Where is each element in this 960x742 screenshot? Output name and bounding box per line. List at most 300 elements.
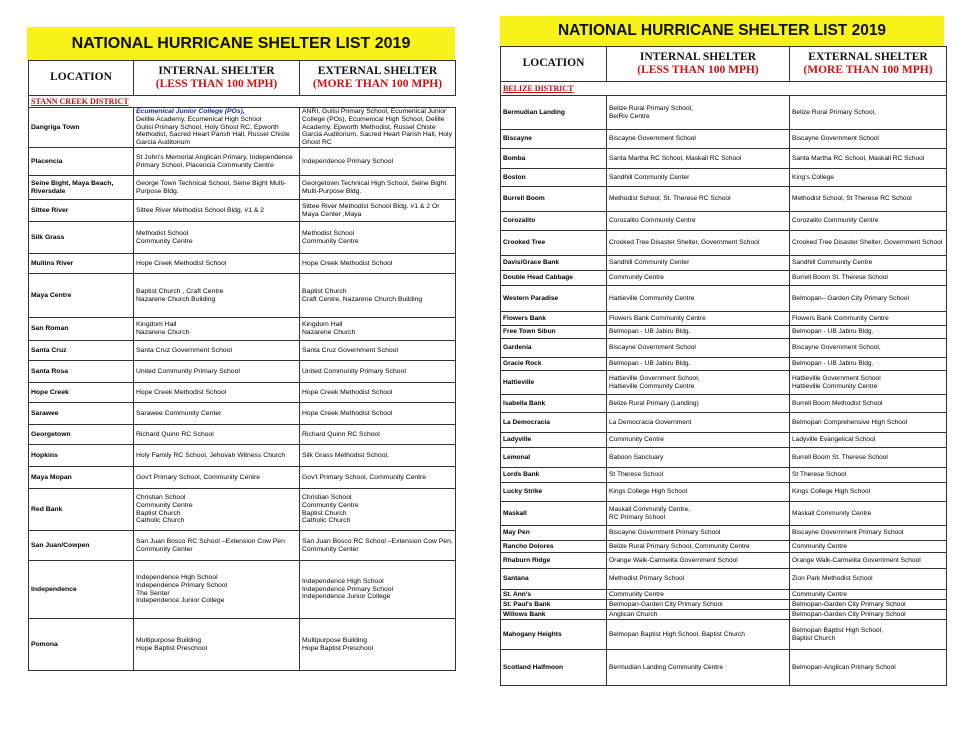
- shelter-name: Community Centre: [302, 237, 359, 245]
- external-shelter-cell: [300, 200, 456, 222]
- table-row: [29, 619, 456, 671]
- shelter-name: Ecumenical Junior College (POs),: [136, 108, 245, 115]
- internal-shelter-cell: [134, 361, 300, 383]
- external-shelter-cell: [300, 489, 456, 531]
- internal-shelter-cell: [134, 254, 300, 274]
- shelter-name: Hattieville Community Centre: [792, 382, 878, 390]
- external-shelter-cell: [790, 590, 947, 600]
- shelter-name: Independence Primary School: [302, 157, 394, 165]
- external-shelter-cell: [300, 467, 456, 489]
- shelter-name: Sittee River Methodist School Bldg. #1 & 2: [136, 206, 265, 214]
- shelter-name: Richard Quinn RC School: [136, 430, 214, 438]
- external-header: EXTERNAL SHELTER (MORE THAN 100 MPH): [300, 61, 456, 96]
- shelter-name: St Therese School: [609, 471, 664, 479]
- shelter-name: Belize Rural Primary (Landing): [609, 399, 699, 407]
- internal-shelter-cell: [134, 561, 300, 619]
- shelter-name: Catholic Church: [302, 517, 351, 525]
- location-cell: St. Paul's Bank: [501, 600, 607, 610]
- table-row: [29, 176, 456, 200]
- table-row: [501, 553, 947, 569]
- location-cell: Bermudian Landing: [501, 96, 607, 130]
- table-row: [29, 403, 456, 425]
- table-row: [29, 200, 456, 222]
- shelter-name: Santa Cruz Government School: [302, 346, 398, 354]
- location-cell: Scotland Halfmoon: [501, 650, 607, 686]
- table-row: [501, 371, 947, 395]
- shelter-name: Community Center: [136, 545, 193, 553]
- internal-shelter-cell: [607, 149, 790, 169]
- location-cell: Placencia: [29, 148, 134, 176]
- right-page-title: NATIONAL HURRICANE SHELTER LIST 2019: [500, 16, 944, 46]
- shelter-name: Baboon Sanctuary: [609, 453, 664, 461]
- shelter-name: Biscayne Government School,: [792, 344, 881, 352]
- shelter-name: Independence Junior College: [302, 593, 391, 601]
- shelter-name: Corozalito Community Centre: [609, 217, 696, 225]
- internal-shelter-cell: [134, 148, 300, 176]
- shelter-name: Belmopan Baptist High School, Baptist Church: [609, 630, 745, 638]
- external-shelter-cell: [790, 433, 947, 448]
- shelter-name: Biscayne Government School: [609, 344, 696, 352]
- internal-shelter-cell: [134, 489, 300, 531]
- internal-shelter-cell: [134, 425, 300, 445]
- internal-shelter-cell: [607, 371, 790, 395]
- external-shelter-cell: [300, 531, 456, 561]
- external-shelter-cell: [790, 541, 947, 553]
- shelter-name: Community Centre: [136, 501, 193, 509]
- location-cell: Rancho Dolores: [501, 541, 607, 553]
- location-cell: Maskall: [501, 502, 607, 526]
- location-cell: La Democracia: [501, 413, 607, 433]
- district-label: STANN CREEK DISTRICT: [29, 96, 456, 108]
- table-row: [29, 274, 456, 318]
- external-shelter-cell: [790, 339, 947, 358]
- location-cell: Santa Cruz: [29, 341, 134, 361]
- internal-shelter-cell: [607, 286, 790, 312]
- shelter-name: Belmopan - UB Jabiru Bldg.: [609, 328, 691, 336]
- location-cell: Maya Mopan: [29, 467, 134, 489]
- shelter-name: Sandhill Community Centre: [792, 259, 873, 267]
- internal-shelter-cell: [607, 590, 790, 600]
- location-cell: Independence: [29, 561, 134, 619]
- external-shelter-cell: [300, 148, 456, 176]
- internal-shelter-cell: [607, 312, 790, 326]
- table-row: [29, 108, 456, 148]
- shelter-name: Biscayne Government School: [792, 135, 879, 143]
- location-cell: Lemonal: [501, 448, 607, 468]
- internal-shelter-cell: [607, 553, 790, 569]
- shelter-name: Nazarene Church Building: [136, 295, 216, 303]
- shelter-name: Flowers Bank Community Centre: [792, 314, 889, 322]
- location-cell: Hopkins: [29, 445, 134, 467]
- table-row: [501, 256, 947, 271]
- location-cell: Double Head Cabbage: [501, 271, 607, 286]
- internal-shelter-cell: [134, 222, 300, 254]
- shelter-name: Sandhill Community Center: [609, 173, 690, 181]
- location-cell: Santana: [501, 569, 607, 590]
- shelter-name: Hope Creek Methodist School: [136, 388, 227, 396]
- internal-shelter-cell: [607, 256, 790, 271]
- shelter-name: Belmopan-Garden City Primary School: [609, 600, 723, 608]
- location-header: LOCATION: [501, 47, 607, 82]
- shelter-name: Community Centre: [609, 590, 664, 598]
- external-shelter-cell: [790, 413, 947, 433]
- internal-shelter-cell: [607, 502, 790, 526]
- table-row: [501, 569, 947, 590]
- shelter-name: Delille Academy, Ecumenical High School: [136, 115, 262, 123]
- shelter-name: Belmopan Baptist High School,: [792, 626, 883, 634]
- shelter-name: Belmopan - UB Jabiru Bldg.: [609, 360, 691, 368]
- shelter-name: Belmopan-Anglican Primary School: [792, 663, 896, 671]
- external-shelter-cell: [300, 108, 456, 148]
- external-shelter-cell: [790, 483, 947, 502]
- external-shelter-cell: [300, 561, 456, 619]
- shelter-name: Community Centre: [136, 237, 193, 245]
- table-row: [501, 149, 947, 169]
- shelter-name: Baptist Church: [136, 509, 181, 517]
- external-shelter-cell: [300, 222, 456, 254]
- shelter-name: San Juan Bosco RC School –Extension Cow Pen, Community Center: [302, 537, 453, 553]
- internal-shelter-cell: [607, 187, 790, 212]
- location-cell: Crooked Tree: [501, 231, 607, 256]
- external-shelter-cell: [300, 318, 456, 341]
- shelter-name: Hope Creek Methodist School: [302, 409, 393, 417]
- shelter-name: ANRI, Gulisi Primary School, Ecumenical Junior College (POs), Ecumenical High School, Delille Academy, Epworth Methodist, Russel Chiste Garcia Auditorium, Sacred Heart Parish Hall, Holy Ghost RC: [302, 108, 452, 147]
- external-shelter-cell: [790, 256, 947, 271]
- shelter-name: Community Centre: [302, 501, 359, 509]
- table-row: [29, 561, 456, 619]
- external-shelter-cell: [790, 448, 947, 468]
- table-row: [501, 271, 947, 286]
- table-row: [501, 130, 947, 149]
- internal-shelter-cell: [134, 200, 300, 222]
- shelter-name: Methodist School, St Therese RC School: [792, 195, 912, 203]
- shelter-name: Maskall Community Centre: [792, 509, 872, 517]
- shelter-name: Belmopan Comprehensive High School: [792, 418, 908, 426]
- internal-shelter-cell: [607, 358, 790, 371]
- external-shelter-cell: [300, 619, 456, 671]
- shelter-name: Methodist Primary School: [609, 575, 685, 583]
- external-shelter-cell: [790, 610, 947, 620]
- internal-shelter-cell: [607, 339, 790, 358]
- shelter-name: Crooked Tree Disaster Shelter, Government School: [792, 239, 943, 247]
- external-shelter-cell: [790, 502, 947, 526]
- location-cell: Bomba: [501, 149, 607, 169]
- internal-shelter-cell: [134, 531, 300, 561]
- shelter-name: Nazarene Church: [136, 329, 190, 337]
- external-shelter-cell: [790, 358, 947, 371]
- shelter-name: Hattieville Community Centre: [609, 382, 695, 390]
- external-shelter-cell: [790, 620, 947, 650]
- internal-shelter-cell: [134, 176, 300, 200]
- location-cell: San Roman: [29, 318, 134, 341]
- shelter-name: King's College: [792, 173, 834, 181]
- shelter-name: Independence Junior College: [136, 597, 225, 605]
- shelter-name: Gov't Primary School, Community Centre: [136, 473, 261, 481]
- internal-shelter-cell: [607, 130, 790, 149]
- shelter-name: Community Centre: [609, 436, 664, 444]
- external-shelter-cell: [790, 286, 947, 312]
- shelter-name: Independence High School: [136, 573, 218, 581]
- shelter-name: Baptist Church: [792, 634, 836, 642]
- table-row: [29, 467, 456, 489]
- external-shelter-cell: [300, 403, 456, 425]
- shelter-name: Community Centre: [792, 542, 847, 550]
- shelter-name: Community Centre: [609, 274, 664, 282]
- internal-shelter-cell: [134, 467, 300, 489]
- shelter-name: Zion Park Methodist School: [792, 575, 873, 583]
- shelter-name: United Community Primary School: [136, 367, 240, 375]
- location-cell: Gardenia: [501, 339, 607, 358]
- shelter-name: Independence Primary School: [302, 585, 394, 593]
- table-row: [501, 590, 947, 600]
- shelter-name: Baptist Church: [302, 287, 347, 295]
- shelter-name: Holy Family RC School, Jehovah Witness Church: [136, 451, 286, 459]
- table-row: [501, 620, 947, 650]
- table-row: [501, 650, 947, 686]
- table-row: [501, 468, 947, 483]
- external-shelter-cell: [790, 600, 947, 610]
- shelter-name: Belmopan - UB Jabiru Bldg.: [792, 360, 874, 368]
- shelter-name: Baptist Church: [302, 509, 347, 517]
- location-cell: Western Paradise: [501, 286, 607, 312]
- table-row: [29, 341, 456, 361]
- shelter-name: Gov't Primary School, Community Centre: [302, 473, 427, 481]
- shelter-name: Catholic Church: [136, 517, 185, 525]
- shelter-name: Methodist School, St. Therese RC School: [609, 195, 731, 203]
- internal-shelter-cell: [607, 212, 790, 231]
- internal-shelter-cell: [607, 448, 790, 468]
- shelter-name: Hope Creek Methodist School: [136, 259, 227, 267]
- table-row: [501, 600, 947, 610]
- shelter-name: Belmopan– Garden City Primary School: [792, 294, 909, 302]
- location-cell: Corozalito: [501, 212, 607, 231]
- table-row: [29, 318, 456, 341]
- shelter-name: Georgetown Technical High School, Seine Bight Multi-Purpose Bldg.: [302, 179, 447, 195]
- shelter-name: Hattieville Community Centre: [609, 294, 695, 302]
- table-row: [29, 222, 456, 254]
- table-row: [501, 610, 947, 620]
- location-cell: Santa Rosa: [29, 361, 134, 383]
- external-shelter-cell: [790, 149, 947, 169]
- external-shelter-cell: [790, 371, 947, 395]
- district-row: [501, 82, 947, 96]
- internal-shelter-cell: [607, 620, 790, 650]
- internal-shelter-cell: [607, 526, 790, 541]
- shelter-name: Independence Primary School: [136, 581, 228, 589]
- header-row: [29, 61, 456, 96]
- external-shelter-cell: [790, 553, 947, 569]
- external-shelter-cell: [300, 383, 456, 403]
- internal-shelter-cell: [607, 231, 790, 256]
- external-shelter-cell: [790, 650, 947, 686]
- internal-shelter-cell: [134, 403, 300, 425]
- table-row: [29, 489, 456, 531]
- table-row: [501, 339, 947, 358]
- external-shelter-cell: [300, 361, 456, 383]
- table-row: [501, 312, 947, 326]
- external-shelter-cell: [790, 96, 947, 130]
- shelter-name: Independence High School: [302, 577, 384, 585]
- shelter-name: Hattieville Government School,: [609, 374, 700, 382]
- table-row: [501, 433, 947, 448]
- external-shelter-cell: [300, 425, 456, 445]
- internal-shelter-cell: [134, 108, 300, 148]
- shelter-name: RC Primary School: [609, 513, 666, 521]
- internal-shelter-cell: [607, 541, 790, 553]
- external-header: EXTERNAL SHELTER (MORE THAN 100 MPH): [790, 47, 947, 82]
- shelter-name: Belmopan-Garden City Primary School: [792, 600, 906, 608]
- table-row: [501, 526, 947, 541]
- location-cell: Dangriga Town: [29, 108, 134, 148]
- shelter-name: Belize Rural Primary School, Community Centre: [609, 542, 750, 550]
- shelter-name: Hope Creek Methodist School: [302, 388, 393, 396]
- internal-shelter-cell: [607, 413, 790, 433]
- shelter-name: Kings College High School: [609, 488, 688, 496]
- location-cell: Hope Creek: [29, 383, 134, 403]
- location-cell: Seine Bight, Maya Beach, Riversdale: [29, 176, 134, 200]
- shelter-name: Community Centre: [792, 590, 847, 598]
- shelter-name: Anglican Church: [609, 610, 658, 618]
- external-shelter-cell: [790, 526, 947, 541]
- shelter-name: Maskall Community Centre,: [609, 505, 690, 513]
- location-cell: Hattieville: [501, 371, 607, 395]
- shelter-name: Hattieville Government School: [792, 374, 881, 382]
- location-cell: Maya Centre: [29, 274, 134, 318]
- shelter-name: The Senter: [136, 589, 170, 597]
- external-shelter-cell: [790, 187, 947, 212]
- external-shelter-cell: [790, 312, 947, 326]
- location-cell: May Pen: [501, 526, 607, 541]
- shelter-name: Multipurpose Building: [302, 636, 367, 644]
- shelter-name: Kingdom Hall: [136, 321, 177, 329]
- right-shelter-table: [500, 46, 947, 686]
- internal-shelter-cell: [134, 445, 300, 467]
- location-cell: Sarawee: [29, 403, 134, 425]
- internal-header: INTERNAL SHELTER (LESS THAN 100 MPH): [607, 47, 790, 82]
- shelter-name: Burrell Boom St. Therese School: [792, 453, 888, 461]
- table-row: [29, 531, 456, 561]
- shelter-name: Kingdom Hall: [302, 321, 343, 329]
- external-shelter-cell: [790, 212, 947, 231]
- location-cell: Mullins River: [29, 254, 134, 274]
- table-row: [501, 358, 947, 371]
- table-row: [501, 541, 947, 553]
- shelter-name: Methodist School: [136, 229, 189, 237]
- location-cell: Lords Bank: [501, 468, 607, 483]
- shelter-name: St John's Memorial Anglican Primary, Independence Primary School, Placencia Community Centre: [136, 153, 293, 169]
- location-cell: Flowers Bank: [501, 312, 607, 326]
- table-row: [501, 395, 947, 413]
- shelter-name: Nazarene Church: [302, 329, 356, 337]
- location-cell: Lucky Strike: [501, 483, 607, 502]
- table-row: [501, 169, 947, 187]
- shelter-name: United Community Primary School: [302, 367, 406, 375]
- external-shelter-cell: [790, 468, 947, 483]
- location-cell: Davis/Grace Bank: [501, 256, 607, 271]
- header-row: [501, 47, 947, 82]
- shelter-name: Santa Cruz Government School: [136, 346, 232, 354]
- internal-shelter-cell: [134, 318, 300, 341]
- location-cell: Sittee River: [29, 200, 134, 222]
- location-cell: Willows Bank: [501, 610, 607, 620]
- location-cell: San Juan/Cowpen: [29, 531, 134, 561]
- left-shelter-table: [28, 60, 456, 671]
- shelter-name: Christian School: [136, 493, 186, 501]
- internal-shelter-cell: [607, 169, 790, 187]
- shelter-name: Hope Baptist Preschool: [136, 644, 208, 652]
- shelter-name: Christian School: [302, 493, 352, 501]
- external-shelter-cell: [300, 176, 456, 200]
- table-row: [501, 286, 947, 312]
- internal-shelter-cell: [134, 274, 300, 318]
- location-cell: Red Bank: [29, 489, 134, 531]
- table-row: [501, 231, 947, 256]
- internal-shelter-cell: [134, 341, 300, 361]
- external-shelter-cell: [790, 326, 947, 339]
- internal-shelter-cell: [134, 619, 300, 671]
- shelter-name: Belize Rural Primary School,: [609, 104, 693, 112]
- internal-shelter-cell: [607, 610, 790, 620]
- shelter-name: Biscayne Government Primary School: [792, 529, 904, 537]
- shelter-name: Hope Baptist Preschool: [302, 644, 374, 652]
- shelter-name: Belize Rural Primary School,: [792, 108, 876, 116]
- shelter-name: Gulisi Primary School, Holy Ghost RC, Epworth Methodist, Sacred Heart Parish Hall, Russel Chiste Garcia Auditorium: [136, 123, 290, 147]
- shelter-name: Baptist Church , Craft Centre: [136, 287, 224, 295]
- shelter-name: Richard Quinn RC School: [302, 430, 380, 438]
- external-shelter-cell: [790, 231, 947, 256]
- external-shelter-cell: [300, 445, 456, 467]
- district-label: BELIZE DISTRICT: [501, 82, 947, 96]
- shelter-name: La Democracia Government: [609, 418, 692, 426]
- location-cell: Silk Grass: [29, 222, 134, 254]
- shelter-name: Flowers Bank Community Centre: [609, 314, 706, 322]
- shelter-name: Belmopan-Garden City Primary School: [792, 610, 906, 618]
- external-shelter-cell: [790, 395, 947, 413]
- shelter-name: Silk Grass Methodist School,: [302, 451, 389, 459]
- internal-shelter-cell: [607, 650, 790, 686]
- location-cell: Ladyville: [501, 433, 607, 448]
- left-page-title: NATIONAL HURRICANE SHELTER LIST 2019: [27, 27, 455, 60]
- district-row: [29, 96, 456, 108]
- external-shelter-cell: [790, 130, 947, 149]
- location-cell: Rhaburn Ridge: [501, 553, 607, 569]
- internal-shelter-cell: [607, 395, 790, 413]
- shelter-name: Sittee River Methodist School Bldg. #1 & 2 Or Maya Center ,Maya: [302, 202, 440, 218]
- shelter-name: Crooked Tree Disaster Shelter, Government School: [609, 239, 760, 247]
- external-shelter-cell: [790, 569, 947, 590]
- shelter-name: Hope Creek Methodist School: [302, 259, 393, 267]
- shelter-name: Sarawee Community Center: [136, 409, 222, 417]
- internal-shelter-cell: [607, 433, 790, 448]
- internal-shelter-cell: [134, 383, 300, 403]
- shelter-name: Biscayne Government Primary School: [609, 529, 721, 537]
- shelter-name: Sandhill Community Center: [609, 259, 690, 267]
- internal-shelter-cell: [607, 569, 790, 590]
- shelter-name: Kings College High School: [792, 488, 871, 496]
- location-cell: Free Town Sibun: [501, 326, 607, 339]
- internal-shelter-cell: [607, 271, 790, 286]
- table-row: [29, 383, 456, 403]
- location-cell: Burrell Boom: [501, 187, 607, 212]
- external-shelter-cell: [300, 254, 456, 274]
- shelter-name: Orange Walk-Carmelita Government School: [792, 556, 921, 564]
- table-row: [501, 187, 947, 212]
- internal-shelter-cell: [607, 468, 790, 483]
- location-cell: Boston: [501, 169, 607, 187]
- external-shelter-cell: [790, 271, 947, 286]
- shelter-name: Bermudian Landing Community Centre: [609, 663, 723, 671]
- table-row: [501, 96, 947, 130]
